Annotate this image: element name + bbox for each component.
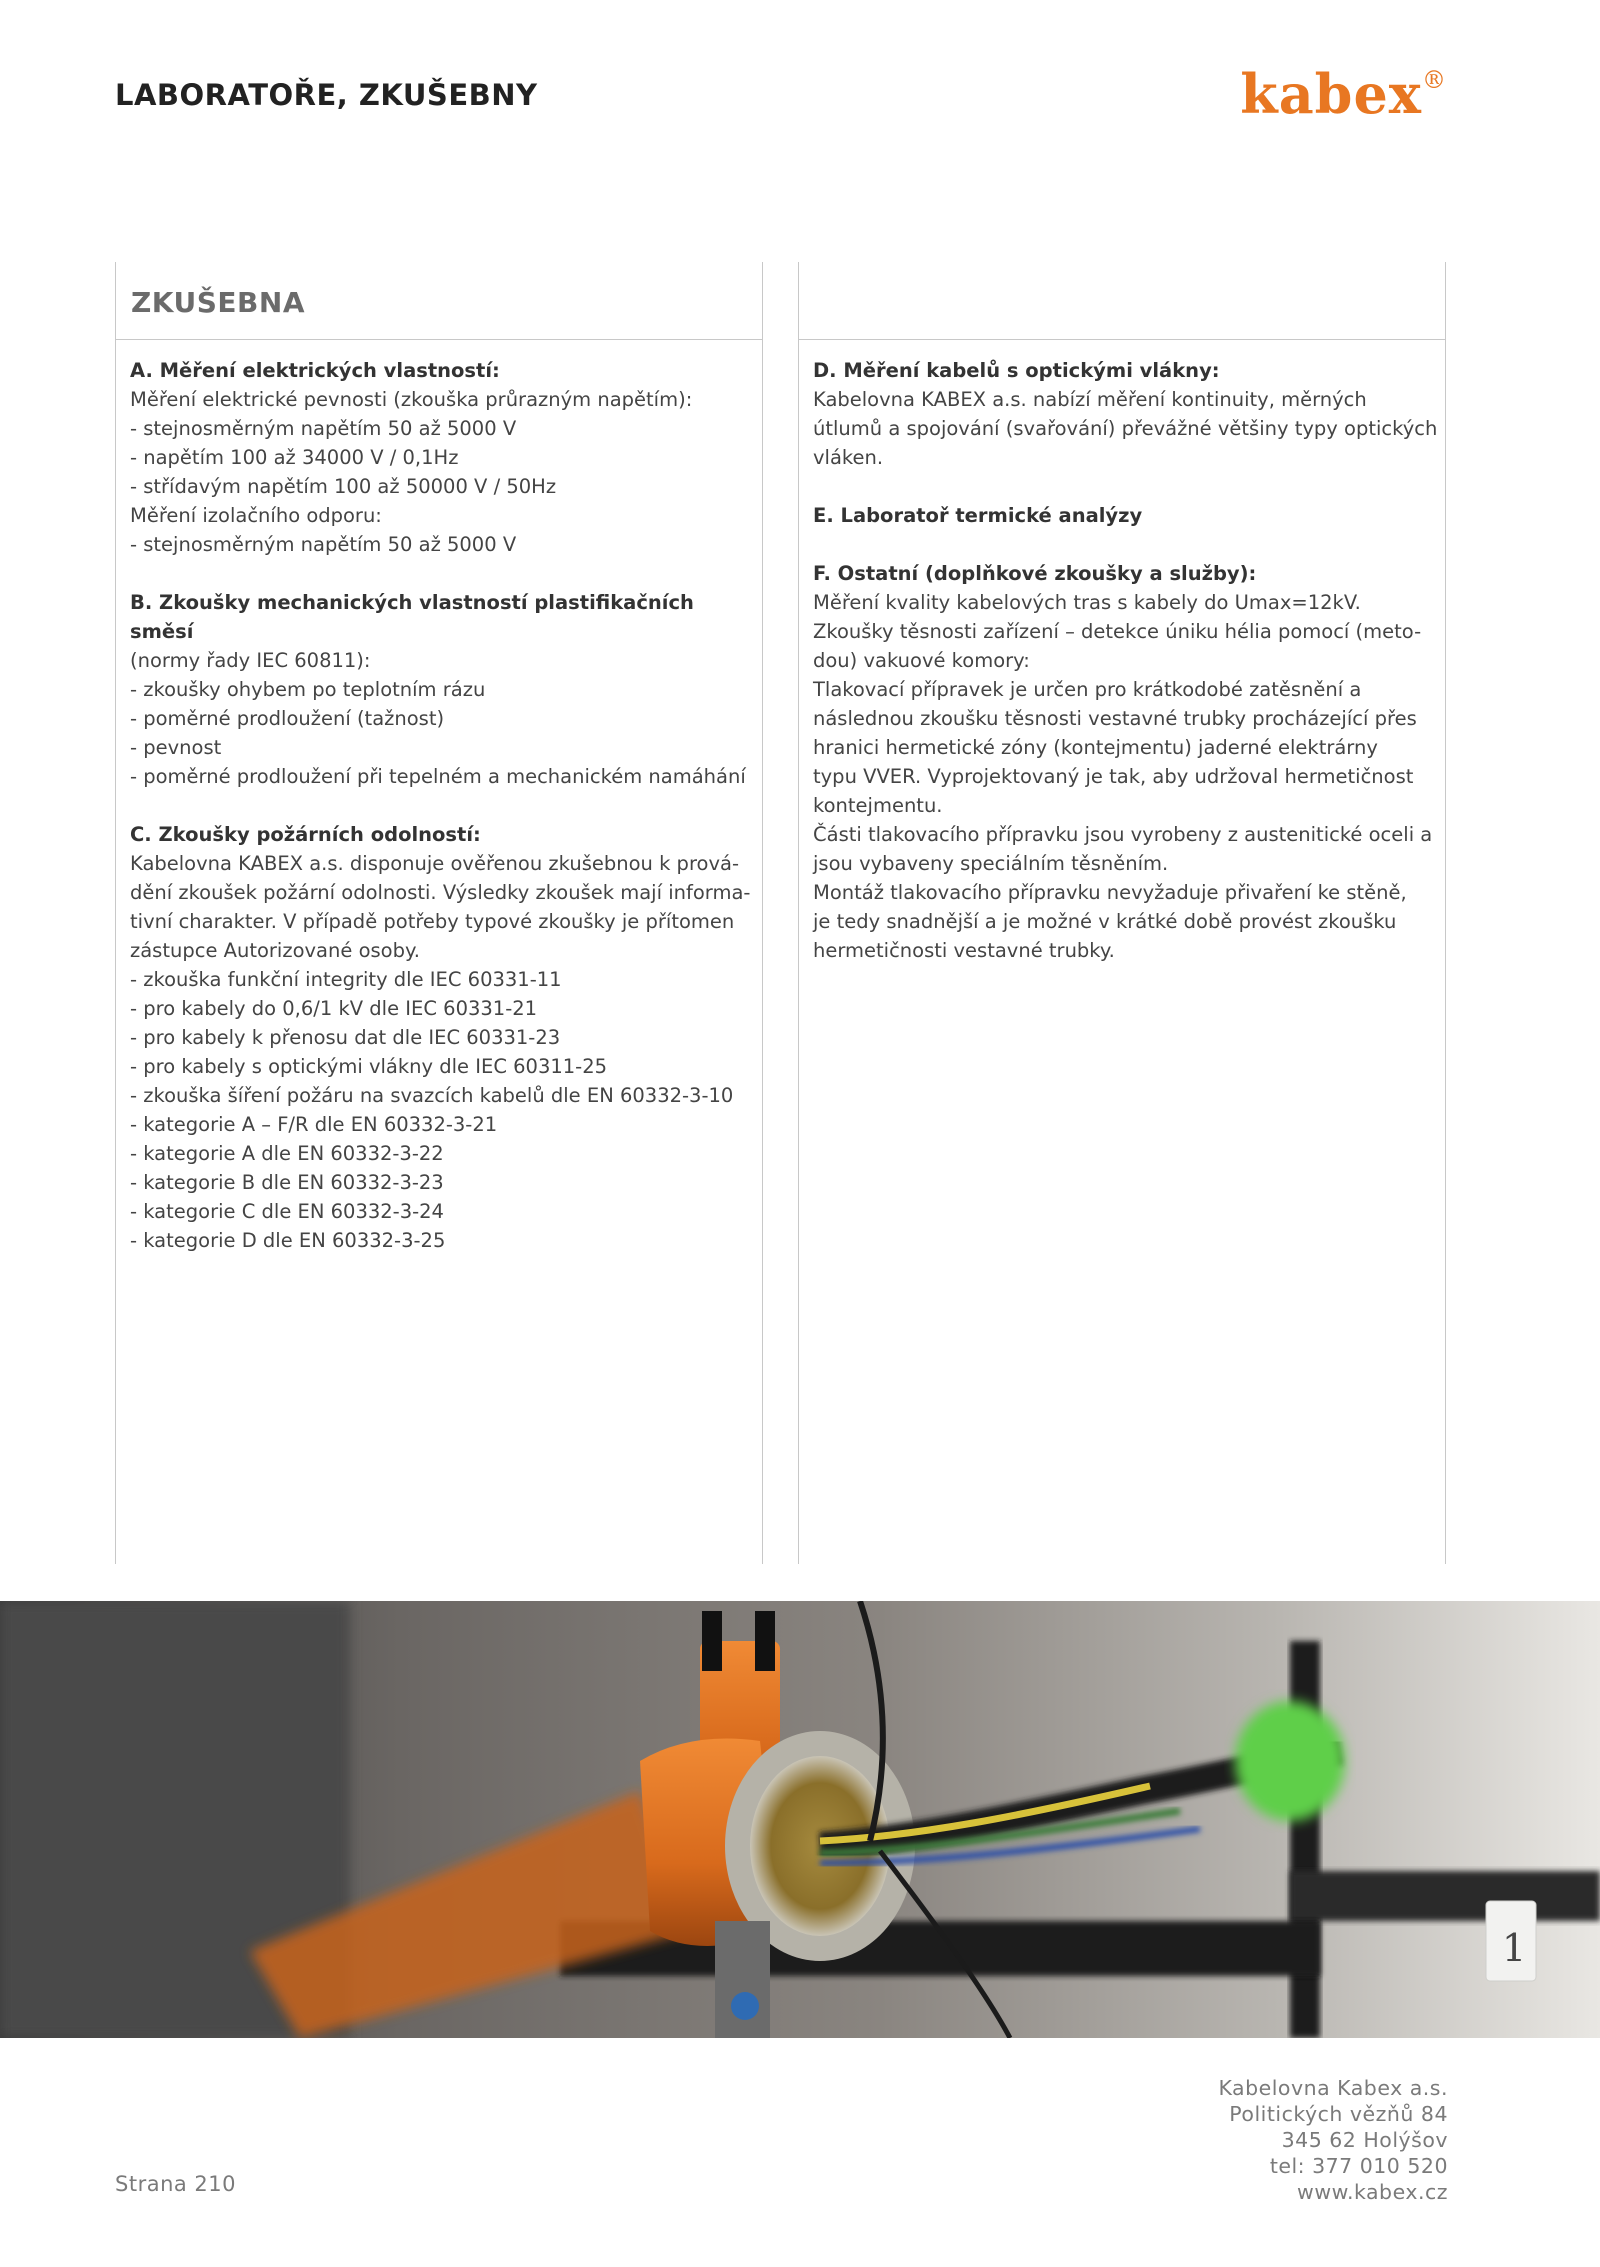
address-line: Kabelovna Kabex a.s. — [1218, 2076, 1448, 2100]
text-line: je tedy snadnější a je možné v krátké době provést zkoušku — [813, 910, 1397, 933]
address-line: Politických vězňů 84 — [1229, 2102, 1448, 2126]
block-heading: A. Měření elektrických vlastností: — [130, 359, 500, 382]
text-line: Kabelovna KABEX a.s. nabízí měření kontinuity, měrných — [813, 388, 1367, 411]
text-line: - střídavým napětím 100 až 50000 V / 50Hz — [130, 475, 557, 498]
text-line: - kategorie A – F/R dle EN 60332-3-21 — [130, 1113, 498, 1136]
website-link[interactable]: www.kabex.cz — [1297, 2180, 1448, 2204]
left-column-body — [116, 340, 762, 1255]
block-heading: C. Zkoušky požárních odolností: — [130, 823, 481, 846]
page-header-title: LABORATOŘE, ZKUŠEBNY — [115, 78, 538, 112]
text-line: Zkoušky těsnosti zařízení – detekce úniku hélia pomocí (meto- — [813, 620, 1422, 643]
block-heading: D. Měření kabelů s optickými vlákny: — [813, 359, 1220, 382]
address-line: tel: 377 010 520 — [1269, 2154, 1448, 2178]
text-line: vláken. — [813, 446, 884, 469]
text-line: - zkoušky ohybem po teplotním rázu — [130, 678, 486, 701]
text-line: - kategorie B dle EN 60332-3-23 — [130, 1171, 444, 1194]
text-line: Kabelovna KABEX a.s. disponuje ověřenou zkušebnou k prová- — [130, 852, 739, 875]
text-line: následnou zkoušku těsnosti vestavné trubky procházející přes — [813, 707, 1417, 730]
block-heading: F. Ostatní (doplňkové zkoušky a služby): — [813, 562, 1257, 585]
text-line: zástupce Autorizované osoby. — [130, 939, 420, 962]
right-column-body — [799, 340, 1445, 965]
text-line: Měření elektrické pevnosti (zkouška průrazným napětím): — [130, 388, 693, 411]
text-line: Části tlakovacího přípravku jsou vyrobeny z austenitické oceli a — [813, 823, 1433, 846]
text-block — [130, 356, 748, 559]
registered-mark: ® — [1422, 66, 1447, 94]
address-line: 345 62 Holýšov — [1281, 2128, 1448, 2152]
logo-text: kabex — [1240, 62, 1422, 126]
text-line: - stejnosměrným napětím 50 až 5000 V — [130, 533, 517, 556]
text-line: - napětím 100 až 34000 V / 0,1Hz — [130, 446, 459, 469]
text-block — [130, 588, 748, 791]
text-line: Měření kvality kabelových tras s kabely do Umax=12kV. — [813, 591, 1361, 614]
page-number: Strana 210 — [115, 2172, 237, 2196]
block-heading: B. Zkoušky mechanických vlastností plastifikačních směsí — [130, 591, 694, 643]
text-line: Tlakovací přípravek je určen pro krátkodobé zatěsnění a — [813, 678, 1362, 701]
text-line: - pro kabely k přenosu dat dle IEC 60331-23 — [130, 1026, 561, 1049]
right-column-header — [799, 262, 1445, 340]
block-heading: E. Laboratoř termické analýzy — [813, 504, 1143, 527]
text-block — [130, 820, 751, 1255]
text-line: - stejnosměrným napětím 50 až 5000 V — [130, 417, 517, 440]
company-address — [1218, 2075, 1448, 2205]
text-block — [813, 501, 1431, 530]
text-line: dění zkoušek požární odolnosti. Výsledky zkoušek mají informa- — [130, 881, 751, 904]
section-title: ZKUŠEBNA — [131, 286, 305, 319]
text-line: - kategorie A dle EN 60332-3-22 — [130, 1142, 444, 1165]
text-line: útlumů a spojování (svařování) převážné většiny typy optických — [813, 417, 1438, 440]
text-line: - kategorie C dle EN 60332-3-24 — [130, 1200, 444, 1223]
text-block — [813, 356, 1438, 472]
text-line: hermetičnosti vestavné trubky. — [813, 939, 1115, 962]
text-line: - pro kabely s optickými vlákny dle IEC 60311-25 — [130, 1055, 608, 1078]
left-column — [115, 262, 763, 1564]
kabex-logo — [1240, 62, 1447, 126]
text-line: kontejmentu. — [813, 794, 943, 817]
text-line: - pevnost — [130, 736, 222, 759]
text-line: - kategorie D dle EN 60332-3-25 — [130, 1229, 446, 1252]
text-line: - zkouška funkční integrity dle IEC 60331-11 — [130, 968, 562, 991]
text-line: jsou vybaveny speciálním těsněním. — [813, 852, 1169, 875]
text-line: - poměrné prodloužení při tepelném a mechanickém namáhání — [130, 765, 746, 788]
text-line: - zkouška šíření požáru na svazcích kabelů dle EN 60332-3-10 — [130, 1084, 734, 1107]
text-line: typu VVER. Vyprojektovaný je tak, aby udržoval hermetičnost — [813, 765, 1414, 788]
text-line: - pro kabely do 0,6/1 kV dle IEC 60331-21 — [130, 997, 538, 1020]
text-line: Montáž tlakovacího přípravku nevyžaduje přivaření ke stěně, — [813, 881, 1407, 904]
text-line: Měření izolačního odporu: — [130, 504, 382, 527]
text-line: (normy řady IEC 60811): — [130, 649, 371, 672]
right-column — [798, 262, 1446, 1564]
lab-photo — [0, 1601, 1600, 2038]
wall-label-number: 1 — [1502, 1926, 1527, 1970]
text-line: - poměrné prodloužení (tažnost) — [130, 707, 445, 730]
text-line: hranici hermetické zóny (kontejmentu) jaderné elektrárny — [813, 736, 1378, 759]
text-line: tivní charakter. V případě potřeby typové zkoušky je přítomen — [130, 910, 735, 933]
left-column-header — [116, 262, 762, 340]
text-line: dou) vakuové komory: — [813, 649, 1030, 672]
text-block — [813, 559, 1431, 965]
